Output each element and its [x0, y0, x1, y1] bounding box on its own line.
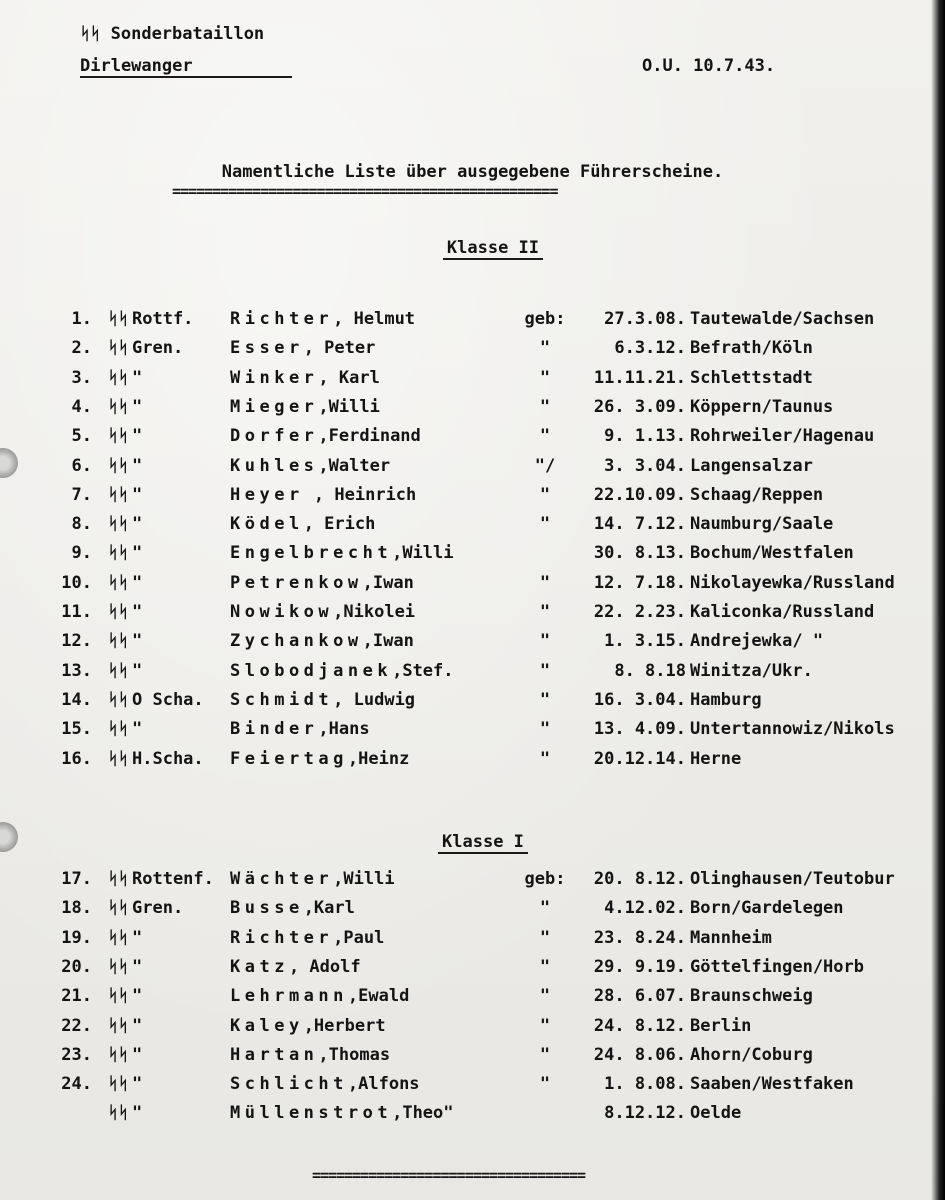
ss-rune: ᛋᛋ: [108, 927, 129, 948]
rank: ": [132, 1103, 143, 1124]
birth-date: 16. 3.04.: [593, 689, 686, 710]
birth-date: 3. 3.04.: [604, 455, 686, 476]
geb-marker: ": [539, 426, 551, 447]
row-number: 4.: [71, 396, 92, 417]
surname: Müllenstrot: [230, 1103, 393, 1124]
surname: Engelbrecht: [230, 543, 393, 564]
person-name: [230, 484, 416, 506]
ss-rune: ᛋᛋ: [108, 986, 129, 1007]
list-row: [0, 630, 945, 659]
birth-place: Tautewalde/Sachsen: [690, 309, 875, 329]
row-number: 11.: [61, 602, 92, 622]
firstname: , Adolf: [288, 956, 361, 977]
firstname: ,Willi: [392, 543, 454, 564]
person-name: [230, 985, 409, 1007]
firstname: ,Theo": [392, 1103, 454, 1124]
person-name: [230, 956, 361, 978]
surname: Binder: [230, 719, 319, 740]
ss-rune: ᛋᛋ: [108, 1074, 129, 1095]
surname: Hartan: [230, 1044, 319, 1065]
person-name: [230, 927, 384, 949]
list-row: [0, 425, 945, 454]
person-name: [230, 542, 454, 564]
rank: ": [132, 426, 143, 447]
row-number: 2.: [71, 338, 92, 359]
person-name: [230, 660, 454, 682]
birth-place: Born/Gardelegen: [690, 898, 844, 919]
list-row: [0, 601, 945, 630]
geb-marker: ": [539, 927, 551, 948]
list-row: [0, 748, 945, 777]
geb-marker: ": [539, 396, 551, 417]
section-heading-klasse-1: [0, 812, 935, 872]
rank: Gren.: [132, 898, 184, 919]
section-heading-klasse-1-text: Klasse I: [438, 832, 528, 854]
list-row: [0, 868, 945, 897]
row-number: 24.: [61, 1074, 92, 1095]
list-row: [0, 542, 945, 571]
person-name: [230, 1102, 454, 1124]
list-row: [0, 513, 945, 542]
surname: Richter: [230, 927, 334, 948]
list-row: [0, 1102, 945, 1131]
ss-rune: ᛋᛋ: [108, 602, 129, 622]
rank: ": [132, 514, 143, 535]
ss-rune: ᛋᛋ: [108, 543, 129, 564]
ss-rune: ᛋᛋ: [108, 689, 129, 710]
rank: ": [132, 484, 143, 505]
list-row: [0, 572, 945, 601]
ss-rune: ᛋᛋ: [108, 455, 129, 476]
surname: Mieger: [230, 396, 319, 417]
list-row: [0, 1073, 945, 1102]
ss-rune: ᛋᛋ: [108, 869, 129, 889]
surname: Lehrmann: [230, 986, 348, 1007]
row-number: 14.: [61, 689, 92, 710]
birth-date: 12. 7.18.: [593, 572, 686, 593]
rank: Rottenf.: [132, 869, 214, 889]
birth-place: Köppern/Taunus: [690, 396, 834, 417]
surname: Slobodjanek: [230, 660, 393, 681]
birth-date: 27.3.08.: [604, 309, 686, 329]
birth-place: Befrath/Köln: [690, 338, 813, 359]
birth-place: Langensalzar: [690, 455, 813, 476]
surname: Schmidt: [230, 689, 334, 710]
firstname: ,Alfons: [347, 1074, 420, 1095]
surname: Petrenkow: [230, 572, 363, 593]
surname: Zychankow: [230, 631, 363, 652]
firstname: ,Stef.: [392, 660, 454, 681]
list-row: [0, 956, 945, 985]
ss-rune: ᛋᛋ: [108, 748, 129, 769]
ss-rune: ᛋᛋ: [108, 396, 129, 417]
geb-marker: ": [539, 719, 551, 740]
row-number: 17.: [61, 869, 92, 889]
row-number: 20.: [61, 956, 92, 977]
surname: Kuhles: [230, 455, 319, 476]
row-number: 18.: [61, 898, 92, 919]
unit-line-1: ᛋᛋ Sonderbataillon: [80, 24, 265, 44]
person-name: [230, 630, 414, 652]
surname: Busse: [230, 898, 304, 919]
section-heading-klasse-2: [0, 218, 945, 278]
rank: ": [132, 367, 143, 388]
birth-date: 14. 7.12.: [593, 514, 686, 535]
person-name: [230, 455, 390, 477]
geb-marker: ": [539, 602, 551, 622]
geb-marker: ": [539, 986, 551, 1007]
birth-date: 23. 8.24.: [593, 927, 686, 948]
ss-rune: ᛋᛋ: [108, 1044, 129, 1065]
rank: O Scha.: [132, 689, 204, 710]
list-row: [0, 985, 945, 1014]
birth-date: 4.12.02.: [604, 898, 686, 919]
rank: Rottf.: [132, 309, 194, 329]
person-name: [230, 897, 355, 919]
birth-date: 9. 1.13.: [604, 426, 686, 447]
firstname: ,Thomas: [318, 1044, 391, 1065]
firstname: ,Hans: [318, 719, 370, 740]
person-name: [230, 748, 409, 770]
rank: ": [132, 1044, 143, 1065]
surname: Esser: [230, 338, 304, 359]
ss-rune: ᛋᛋ: [108, 309, 129, 329]
geb-marker: ": [539, 898, 551, 919]
rank: ": [132, 543, 143, 564]
ss-rune: ᛋᛋ: [108, 1015, 129, 1036]
ss-rune: ᛋᛋ: [108, 898, 129, 919]
ss-rune: ᛋᛋ: [108, 719, 129, 740]
list-row: [0, 660, 945, 689]
list-row: [0, 927, 945, 956]
row-number: 9.: [71, 543, 92, 564]
birth-place: Rohrweiler/Hagenau: [690, 426, 875, 447]
section-heading-klasse-2-text: Klasse II: [443, 238, 543, 260]
list-row: [0, 455, 945, 484]
document-date: O.U. 10.7.43.: [642, 56, 776, 76]
person-name: [230, 572, 414, 594]
rank: ": [132, 927, 143, 948]
list-row: [0, 484, 945, 513]
birth-place: Schlettstadt: [690, 367, 813, 388]
birth-place: Olinghausen/Teutobur: [690, 869, 895, 889]
surname: Heyer: [230, 484, 304, 505]
geb-marker: ": [539, 660, 551, 681]
rank: ": [132, 455, 143, 476]
surname: Ködel: [230, 514, 304, 535]
list-row: [0, 337, 945, 366]
birth-date: 8.12.12.: [604, 1103, 686, 1124]
firstname: ,Karl: [303, 898, 355, 919]
birth-place: Herne: [690, 748, 742, 769]
firstname: , Heinrich: [303, 484, 417, 505]
list-row: [0, 367, 945, 396]
person-name: [230, 425, 421, 447]
birth-place: Untertannowiz/Nikols: [690, 719, 895, 740]
geb-marker: ": [539, 367, 551, 388]
person-name: [230, 718, 370, 740]
birth-date: 1. 8.08.: [604, 1074, 686, 1095]
row-number: 7.: [71, 484, 92, 505]
surname: Wächter: [230, 869, 334, 889]
list-row: [0, 689, 945, 718]
firstname: , Erich: [303, 514, 376, 535]
rank: ": [132, 1074, 143, 1095]
ss-rune: ᛋᛋ: [108, 572, 129, 593]
birth-place: Naumburg/Saale: [690, 514, 834, 535]
rank: ": [132, 572, 143, 593]
surname: Richter: [230, 309, 334, 329]
person-name: [230, 513, 375, 535]
row-number: 23.: [61, 1044, 92, 1065]
birth-date: 22. 2.23.: [593, 602, 686, 622]
geb-marker: ": [539, 484, 551, 505]
row-number: 3.: [71, 367, 92, 388]
list-row: [0, 308, 945, 337]
geb-marker: "/: [534, 455, 556, 476]
birth-date: 24. 8.06.: [593, 1044, 686, 1065]
surname: Katz: [230, 956, 289, 977]
firstname: ,Nikolei: [333, 602, 416, 622]
birth-place: Ahorn/Coburg: [690, 1044, 813, 1065]
birth-date: 30. 8.13.: [593, 543, 686, 564]
rank: ": [132, 1015, 143, 1036]
surname: Nowikow: [230, 602, 334, 622]
birth-place: Schaag/Reppen: [690, 484, 824, 505]
firstname: ,Willi: [333, 869, 395, 889]
birth-date: 6.3.12.: [614, 338, 686, 359]
ss-rune: ᛋᛋ: [108, 956, 129, 977]
person-name: [230, 367, 380, 389]
birth-date: 29. 9.19.: [593, 956, 686, 977]
geb-marker: ": [539, 1074, 551, 1095]
birth-date: 26. 3.09.: [593, 396, 686, 417]
row-number: 16.: [61, 748, 92, 769]
surname: Feiertag: [230, 748, 348, 769]
person-name: [230, 868, 395, 890]
row-number: 1.: [71, 309, 92, 329]
geb-marker: ": [539, 1015, 551, 1036]
firstname: ,Walter: [318, 455, 391, 476]
surname: Dorfer: [230, 426, 319, 447]
birth-place: Braunschweig: [690, 986, 813, 1007]
person-name: [230, 689, 415, 711]
row-number: 12.: [61, 631, 92, 652]
person-name: [230, 308, 415, 330]
rank: ": [132, 631, 143, 652]
rank: ": [132, 986, 143, 1007]
firstname: ,Iwan: [362, 572, 414, 593]
birth-date: 24. 8.12.: [593, 1015, 686, 1036]
birth-date: 22.10.09.: [593, 484, 686, 505]
ss-rune: ᛋᛋ: [108, 631, 129, 652]
birth-date: 13. 4.09.: [593, 719, 686, 740]
birth-place: Bochum/Westfalen: [690, 543, 854, 564]
document-title: Namentliche Liste über ausgegebene Führerscheine.: [221, 162, 724, 182]
row-number: 19.: [61, 927, 92, 948]
birth-date: 20.12.14.: [593, 748, 686, 769]
person-name: [230, 1073, 420, 1095]
list-row: [0, 1044, 945, 1073]
rank: ": [132, 396, 143, 417]
row-number: 13.: [61, 660, 92, 681]
firstname: , Karl: [318, 367, 380, 388]
firstname: ,Willi: [318, 396, 380, 417]
rank: H.Scha.: [132, 748, 204, 769]
rank: ": [132, 956, 143, 977]
ss-rune: ᛋᛋ: [108, 484, 129, 505]
birth-place: Nikolayewka/Russland: [690, 572, 895, 593]
geb-marker: ": [539, 572, 551, 593]
firstname: ,Iwan: [362, 631, 414, 652]
person-name: [230, 1044, 390, 1066]
person-name: [230, 396, 380, 418]
geb-marker: ": [539, 748, 551, 769]
list-row: [0, 1015, 945, 1044]
firstname: , Helmut: [333, 309, 416, 329]
geb-marker: ": [539, 338, 551, 359]
surname: Winker: [230, 367, 319, 388]
birth-place: Winitza/Ukr.: [690, 660, 813, 681]
birth-date: 20. 8.12.: [593, 869, 686, 889]
person-name: [230, 1015, 386, 1037]
firstname: ,Heinz: [347, 748, 410, 769]
geb-marker: ": [539, 689, 551, 710]
birth-place: Berlin: [690, 1015, 752, 1036]
person-name: [230, 601, 415, 623]
firstname: ,Herbert: [303, 1015, 386, 1036]
birth-date: 1. 3.15.: [604, 631, 686, 652]
firstname: ,Paul: [333, 927, 385, 948]
row-number: 22.: [61, 1015, 92, 1036]
geb-marker: ": [539, 956, 551, 977]
birth-date: 8. 8.18: [614, 660, 686, 681]
footer-rule: ==================================: [312, 1166, 586, 1184]
surname: Schlicht: [230, 1074, 348, 1095]
firstname: , Peter: [303, 338, 376, 359]
birth-date: 28. 6.07.: [593, 986, 686, 1007]
unit-line-2: Dirlewanger: [80, 56, 292, 78]
row-number: 8.: [71, 514, 92, 535]
ss-rune: ᛋᛋ: [108, 426, 129, 447]
firstname: ,Ewald: [347, 986, 410, 1007]
birth-place: Hamburg: [690, 689, 762, 710]
list-row: [0, 718, 945, 747]
geb-marker: ": [539, 1044, 551, 1065]
rank: ": [132, 719, 143, 740]
row-number: 10.: [61, 572, 92, 593]
birth-date: 11.11.21.: [593, 367, 686, 388]
person-name: [230, 337, 375, 359]
ss-rune: ᛋᛋ: [108, 367, 129, 388]
geb-marker: ": [539, 514, 551, 535]
row-number: 5.: [71, 426, 92, 447]
row-number: 21.: [61, 986, 92, 1007]
rank: ": [132, 660, 143, 681]
list-row: [0, 396, 945, 425]
row-number: 6.: [71, 455, 92, 476]
geb-marker: geb:: [524, 309, 566, 329]
rank: ": [132, 602, 143, 622]
ss-rune: ᛋᛋ: [108, 514, 129, 535]
geb-marker: geb:: [524, 869, 566, 889]
ss-rune: ᛋᛋ: [108, 1103, 129, 1124]
row-number: 15.: [61, 719, 92, 740]
ss-rune: ᛋᛋ: [108, 338, 129, 359]
birth-place: Mannheim: [690, 927, 772, 948]
birth-place: Andrejewka/ ": [690, 631, 824, 652]
birth-place: Oelde: [690, 1103, 742, 1124]
birth-place: Saaben/Westfaken: [690, 1074, 854, 1095]
title-rule: ================================================: [172, 182, 558, 200]
firstname: , Ludwig: [333, 689, 416, 710]
geb-marker: ": [539, 631, 551, 652]
ss-rune: ᛋᛋ: [108, 660, 129, 681]
rank: Gren.: [132, 338, 184, 359]
firstname: ,Ferdinand: [318, 426, 421, 447]
birth-place: Göttelfingen/Horb: [690, 956, 864, 977]
birth-place: Kaliconka/Russland: [690, 602, 875, 622]
list-row: [0, 897, 945, 926]
surname: Kaley: [230, 1015, 304, 1036]
